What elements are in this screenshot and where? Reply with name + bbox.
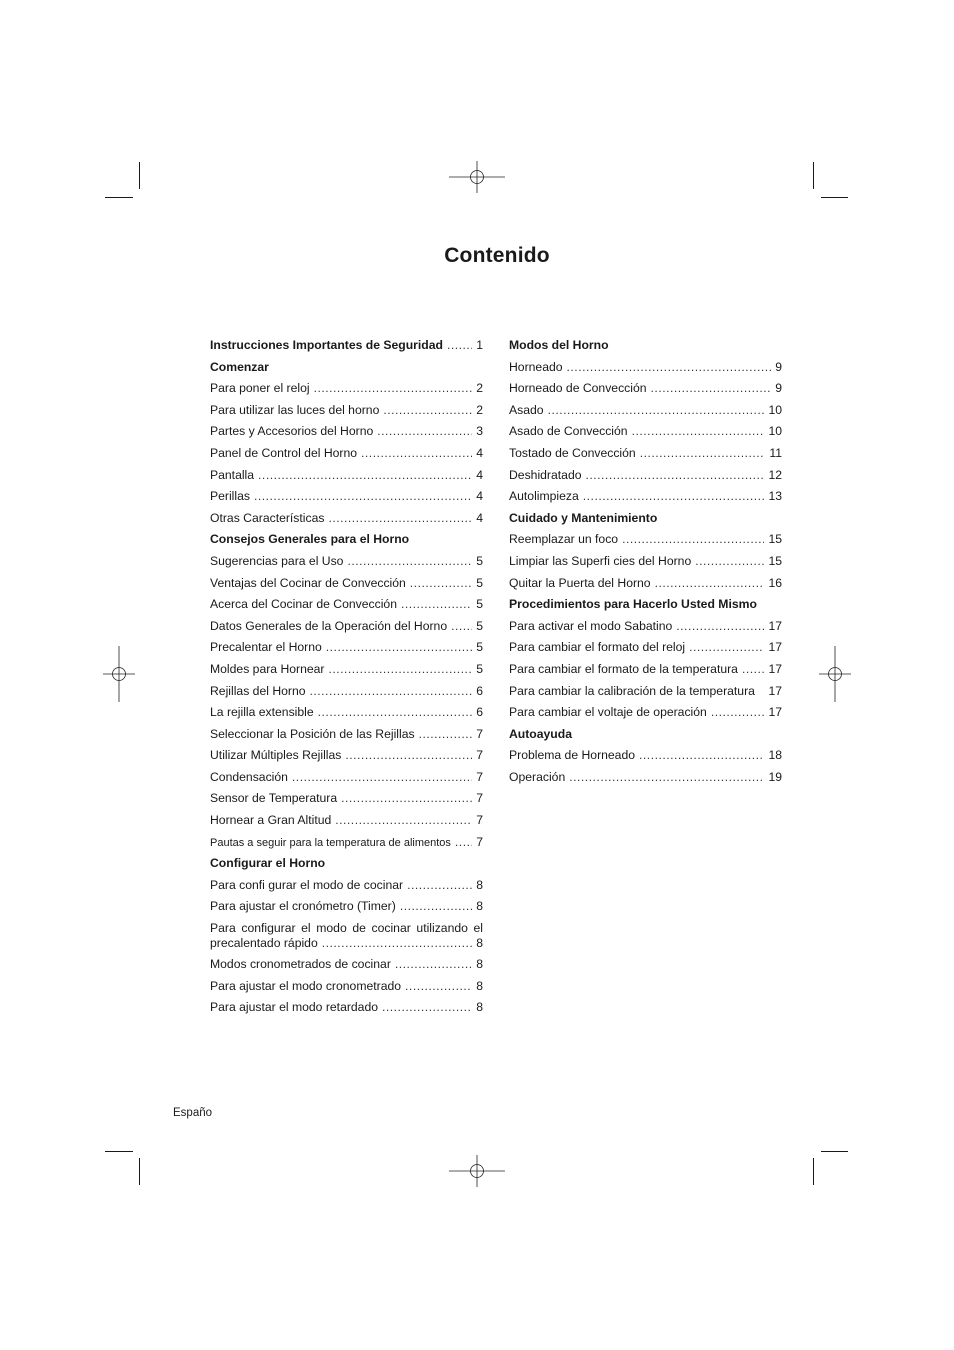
toc-page-number: 18 — [768, 748, 782, 763]
toc-page-number: 7 — [476, 769, 483, 784]
toc-entry-label: Para cambiar el voltaje de operación — [509, 705, 707, 720]
toc-page-number: 7 — [476, 813, 483, 828]
toc-page-number: 8 — [476, 1000, 483, 1015]
leader-dots — [401, 594, 472, 616]
toc-page-number: 17 — [768, 661, 782, 676]
toc-page-number: 8 — [476, 877, 483, 892]
toc-entry-label: Autolimpieza — [509, 489, 579, 504]
toc-entry-label: Para confi gurar el modo de cocinar — [210, 877, 404, 892]
footer-language: Españo — [173, 1107, 213, 1119]
leader-dots — [451, 616, 472, 638]
leader-dots — [258, 465, 472, 487]
toc-entry — [210, 832, 483, 854]
toc-entry — [509, 486, 782, 508]
toc-entry — [509, 529, 782, 551]
toc-entry — [509, 443, 782, 465]
toc-entry-line — [210, 936, 483, 951]
toc-page-number: 17 — [768, 640, 782, 655]
toc-entry — [210, 594, 483, 616]
toc-section-heading — [509, 594, 782, 616]
toc-section-heading — [509, 508, 782, 530]
toc-entry — [210, 400, 483, 422]
toc-entry — [509, 421, 782, 443]
leader-dots — [345, 745, 472, 767]
toc-entry — [210, 976, 483, 998]
toc-entry-label: Acerca del Cocinar de Convección — [210, 597, 397, 612]
page-title: Contenido — [444, 244, 550, 267]
toc-entry-label: Limpiar las Superfi cies del Horno — [509, 553, 692, 568]
toc-page-number: 4 — [476, 445, 483, 460]
toc-entry-label: Condensación — [210, 769, 288, 784]
toc-entry-label: Sensor de Temperatura — [210, 791, 338, 806]
crop-mark — [105, 197, 133, 198]
leader-dots — [640, 443, 766, 465]
toc-entry — [509, 637, 782, 659]
toc-entry-label: Pantalla — [210, 467, 255, 482]
toc-page-number: 5 — [476, 618, 483, 633]
toc-page-number: 17 — [768, 705, 782, 720]
toc-entry-label: Datos Generales de la Operación del Horno — [210, 618, 448, 633]
toc-page-number: 17 — [768, 618, 782, 633]
toc-entry — [509, 465, 782, 487]
toc-entry — [509, 400, 782, 422]
leader-dots — [711, 702, 765, 724]
toc-entry-label: Ventajas del Cocinar de Convección — [210, 575, 406, 590]
toc-entry — [210, 702, 483, 724]
leader-dots — [335, 810, 472, 832]
toc-heading-label: Procedimientos para Hacerlo Usted Mismo — [509, 597, 757, 612]
toc-entry-label: Operación — [509, 769, 566, 784]
toc-page-number: 5 — [476, 640, 483, 655]
toc-heading-label: Configurar el Horno — [210, 856, 326, 871]
toc-entry-label: Modos cronometrados de cocinar — [210, 957, 391, 972]
toc-page-number: 17 — [768, 683, 782, 698]
toc-page-number: 7 — [476, 748, 483, 763]
toc-page-number: 3 — [476, 424, 483, 439]
crop-mark — [821, 1151, 848, 1152]
leader-dots — [361, 443, 472, 465]
registration-mark-icon — [807, 646, 863, 702]
toc-entry-label: Para cambiar la calibración de la temperatura — [509, 683, 755, 698]
toc-entry — [210, 659, 483, 681]
leader-dots — [695, 551, 764, 573]
leader-dots — [347, 551, 472, 573]
toc-heading-label: Cuidado y Mantenimiento — [509, 510, 658, 525]
toc-entry — [210, 421, 483, 443]
toc-entry-label: Para ajustar el cronómetro (Timer) — [210, 899, 396, 914]
toc-entry — [509, 767, 782, 789]
toc-entry — [210, 767, 483, 789]
toc-page-number: 16 — [768, 575, 782, 590]
leader-dots — [455, 832, 472, 854]
toc-entry — [210, 997, 483, 1019]
crop-mark — [105, 1151, 133, 1152]
toc-entry-label: Otras Características — [210, 510, 325, 525]
toc-entry-label: Panel de Control del Horno — [210, 445, 358, 460]
toc-section-heading — [210, 853, 483, 875]
toc-entry — [210, 508, 483, 530]
leader-dots — [326, 637, 472, 659]
toc-page-number: 8 — [476, 899, 483, 914]
toc-entry — [210, 465, 483, 487]
toc-entry — [210, 551, 483, 573]
toc-page-number: 15 — [768, 553, 782, 568]
toc-page-number: 4 — [476, 510, 483, 525]
toc-entry — [210, 637, 483, 659]
toc-entry — [210, 443, 483, 465]
toc-entry — [210, 918, 483, 954]
toc-entry-label: Problema de Horneado — [509, 748, 636, 763]
toc-entry — [210, 335, 483, 357]
leader-dots — [328, 659, 472, 681]
toc-section-heading — [210, 357, 483, 379]
toc-entry — [210, 810, 483, 832]
toc-entry-label: Partes y Accesorios del Horno — [210, 424, 374, 439]
toc-section-heading — [509, 335, 782, 357]
toc-page-number: 12 — [768, 467, 782, 482]
toc-page-number: 7 — [476, 834, 483, 849]
toc-entry — [509, 681, 782, 703]
toc-entry — [509, 659, 782, 681]
leader-dots — [407, 875, 472, 897]
leader-dots — [622, 529, 764, 551]
leader-dots — [548, 400, 765, 422]
toc-entry — [210, 745, 483, 767]
toc-page-number: 15 — [768, 532, 782, 547]
toc-entry-label: Reemplazar un foco — [509, 532, 619, 547]
toc-page-number: 1 — [476, 338, 483, 352]
toc-entry — [509, 551, 782, 573]
toc-entry-label: precalentado rápido — [210, 936, 318, 951]
toc-entry-label: Horneado — [509, 359, 563, 374]
toc-page-number: 2 — [476, 381, 483, 396]
toc-entry — [509, 702, 782, 724]
leader-dots — [310, 681, 473, 703]
crop-mark — [139, 162, 140, 189]
toc-page-number: 9 — [775, 359, 782, 374]
toc-entry — [509, 616, 782, 638]
toc-entry-label: Para cambiar el formato del reloj — [509, 640, 686, 655]
toc-entry — [509, 745, 782, 767]
toc-heading-label: Modos del Horno — [509, 338, 609, 352]
toc-entry — [210, 875, 483, 897]
leader-dots — [292, 767, 472, 789]
toc-page-number: 4 — [476, 467, 483, 482]
toc-entry-label: Para utilizar las luces del horno — [210, 402, 380, 417]
toc-page-number: 8 — [476, 957, 483, 972]
toc-entry-label: Asado — [509, 402, 544, 417]
toc-entry-label: Sugerencias para el Uso — [210, 553, 344, 568]
toc-entry-label: Instrucciones Importantes de Seguridad — [210, 338, 443, 352]
toc-page-number: 5 — [476, 553, 483, 568]
crop-mark — [813, 1158, 814, 1185]
toc-entry-label: Para activar el modo Sabatino — [509, 618, 673, 633]
toc-section-heading — [509, 724, 782, 746]
leader-dots — [383, 400, 472, 422]
toc-page-number: 7 — [476, 726, 483, 741]
crop-mark — [139, 1158, 140, 1185]
leader-dots — [583, 486, 765, 508]
leader-dots — [395, 954, 472, 976]
toc-page-number: 5 — [476, 661, 483, 676]
leader-dots — [639, 745, 764, 767]
toc-entry-label: Asado de Convección — [509, 424, 628, 439]
toc-entry-label: Perillas — [210, 489, 250, 504]
leader-dots — [569, 767, 764, 789]
toc-entry-label: La rejilla extensible — [210, 705, 314, 720]
toc-page-number: 8 — [476, 936, 483, 951]
toc-entry — [509, 573, 782, 595]
leader-dots — [742, 659, 764, 681]
toc-page-number: 7 — [476, 791, 483, 806]
toc-entry-label: Para configurar el modo de cocinar utilizando el — [210, 921, 483, 936]
leader-dots — [676, 616, 764, 638]
toc-entry-label: Para poner el reloj — [210, 381, 310, 396]
toc-entry-label: Deshidratado — [509, 467, 582, 482]
leader-dots — [689, 637, 764, 659]
toc-heading-label: Consejos Generales para el Horno — [210, 532, 410, 547]
toc-entry-label: Hornear a Gran Altitud — [210, 813, 332, 828]
toc-section-heading — [210, 529, 483, 551]
toc-entry-label: Rejillas del Horno — [210, 683, 306, 698]
leader-dots — [586, 465, 765, 487]
toc-page-number: 9 — [775, 381, 782, 396]
toc-page-number: 13 — [768, 489, 782, 504]
toc-heading-label: Comenzar — [210, 359, 269, 374]
toc-entry — [509, 378, 782, 400]
toc-page-number: 4 — [476, 489, 483, 504]
leader-dots — [341, 788, 472, 810]
leader-dots — [328, 508, 472, 530]
toc-page-number: 5 — [476, 597, 483, 612]
toc-page-number: 11 — [769, 445, 782, 460]
toc-page-number: 10 — [768, 424, 782, 439]
toc-entry-label: Para ajustar el modo retardado — [210, 1000, 379, 1015]
toc-entry — [210, 573, 483, 595]
toc-entry — [210, 681, 483, 703]
leader-dots — [405, 976, 472, 998]
leader-dots — [377, 421, 472, 443]
toc-entry — [210, 896, 483, 918]
toc-entry-label: Quitar la Puerta del Horno — [509, 575, 651, 590]
toc-entry-label: Moldes para Hornear — [210, 661, 325, 676]
toc-entry — [210, 788, 483, 810]
toc-entry-label: Utilizar Múltiples Rejillas — [210, 748, 342, 763]
leader-dots — [651, 378, 772, 400]
leader-dots — [447, 335, 472, 357]
leader-dots — [655, 573, 765, 595]
toc-entry-label: Para ajustar el modo cronometrado — [210, 978, 402, 993]
toc-entry — [210, 378, 483, 400]
leader-dots — [400, 896, 472, 918]
toc-heading-label: Autoayuda — [509, 726, 572, 741]
toc-entry-label: Tostado de Convección — [509, 445, 636, 460]
leader-dots — [419, 724, 473, 746]
toc-page-number: 8 — [476, 978, 483, 993]
leader-dots — [314, 378, 473, 400]
crop-mark — [821, 197, 848, 198]
toc-entry — [509, 357, 782, 379]
toc-page-number: 10 — [768, 402, 782, 417]
toc-entry-label: Seleccionar la Posición de las Rejillas — [210, 726, 415, 741]
registration-mark-icon — [91, 646, 147, 702]
toc-page-number: 5 — [476, 575, 483, 590]
toc-right-column — [509, 335, 782, 788]
leader-dots — [567, 357, 772, 379]
toc-entry-label: Pautas a seguir para la temperatura de alimentos — [210, 836, 451, 849]
crop-mark — [813, 162, 814, 189]
leader-dots — [382, 997, 472, 1019]
leader-dots — [632, 421, 765, 443]
toc-entry — [210, 724, 483, 746]
toc-entry — [210, 616, 483, 638]
toc-entry-label: Para cambiar el formato de la temperatura — [509, 661, 738, 676]
leader-dots — [410, 573, 472, 595]
leader-dots — [254, 486, 472, 508]
toc-entry-label: Horneado de Convección — [509, 381, 647, 396]
toc-page-number: 6 — [476, 705, 483, 720]
toc-left-column — [210, 335, 483, 1019]
toc-entry-label: Precalentar el Horno — [210, 640, 322, 655]
registration-mark-icon — [449, 1143, 505, 1199]
toc-entry — [210, 954, 483, 976]
toc-entry — [210, 486, 483, 508]
toc-page-number: 19 — [768, 769, 782, 784]
registration-mark-icon — [449, 149, 505, 205]
leader-dots — [322, 936, 472, 951]
toc-page-number: 2 — [476, 402, 483, 417]
toc-page-number: 6 — [476, 683, 483, 698]
leader-dots — [318, 702, 473, 724]
